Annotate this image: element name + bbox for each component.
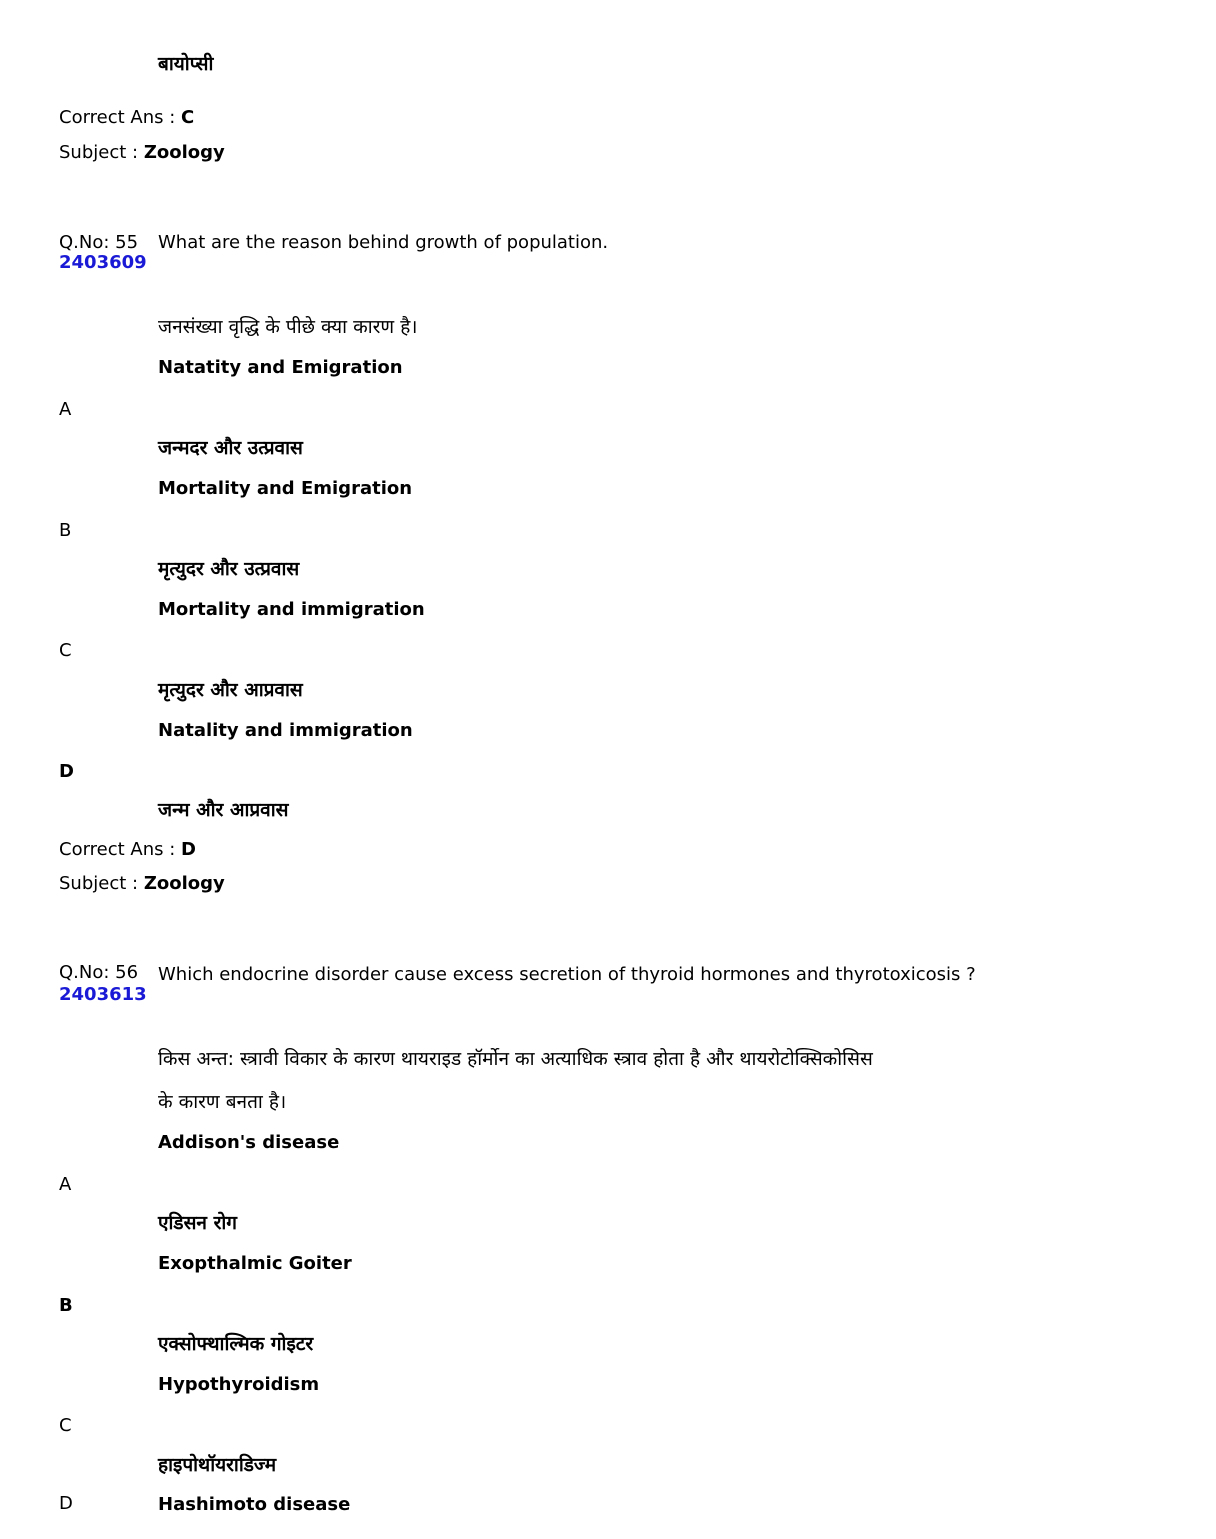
option-english-text: Mortality and Emigration [158,478,413,499]
option-hindi-text: मृत्युदर और उत्प्रवास [158,558,300,580]
option-letter-correct: D [59,761,74,782]
subject-label: Subject : [59,873,139,894]
option-hindi-text: मृत्युदर और आप्रवास [158,679,303,701]
question-number-value: 55 [115,232,139,253]
option-letter: C [59,640,72,661]
correct-answer-row [59,109,194,127]
correct-answer-label: Correct Ans : [59,107,176,128]
option-english-text: Natatity and Emigration [158,357,403,378]
option-hindi-text: जन्म और आप्रवास [158,799,289,821]
question-text-hindi: जनसंख्या वृद्धि के पीछे क्या कारण है। [158,316,418,338]
option-letter-correct: B [59,1295,73,1316]
option-letter: A [59,1174,72,1195]
option-hindi-text: बायोप्सी [158,53,214,75]
question-text-hindi-line1: किस अन्त: स्त्रावी विकार के कारण थायराइड हॉर्मोन का अत्याधिक स्त्राव होता है और थायरोटोक्सिकोसिस [158,1048,873,1070]
correct-answer-value: D [181,839,196,860]
subject-label: Subject : [59,142,139,163]
correct-answer-row [59,841,196,859]
option-hindi-text: एक्सोफ्थाल्मिक गोइटर [158,1333,314,1355]
option-english-text: Hashimoto disease [158,1494,351,1515]
question-text-english: Which endocrine disorder cause excess secretion of thyroid hormones and thyrotoxicosis ? [158,964,976,985]
option-english-text: Hypothyroidism [158,1374,320,1395]
question-text-english: What are the reason behind growth of population. [158,232,609,253]
subject-value: Zoology [143,142,225,163]
option-english-text: Addison's disease [158,1132,340,1153]
option-hindi-text: जन्मदर और उत्प्रवास [158,437,303,459]
option-letter: A [59,399,72,420]
question-number-label: Q.No: [59,232,110,253]
option-letter: C [59,1415,72,1436]
question-id: 2403609 [59,252,147,273]
question-number [59,964,138,982]
question-number-value: 56 [115,962,139,983]
question-id: 2403613 [59,984,147,1005]
option-hindi-text: एडिसन रोग [158,1212,237,1234]
correct-answer-label: Correct Ans : [59,839,176,860]
subject-value: Zoology [143,873,225,894]
question-text-hindi-line2: के कारण बनता है। [158,1091,287,1113]
question-number [59,234,138,252]
question-number-label: Q.No: [59,962,110,983]
option-english-text: Natality and immigration [158,720,413,741]
subject-row [59,875,225,893]
option-letter: D [59,1493,73,1514]
subject-row [59,144,225,162]
option-english-text: Mortality and immigration [158,599,425,620]
correct-answer-value: C [181,107,195,128]
option-letter: B [59,520,72,541]
option-english-text: Exopthalmic Goiter [158,1253,352,1274]
option-hindi-text: हाइपोथॉयराडिज्म [158,1454,277,1476]
